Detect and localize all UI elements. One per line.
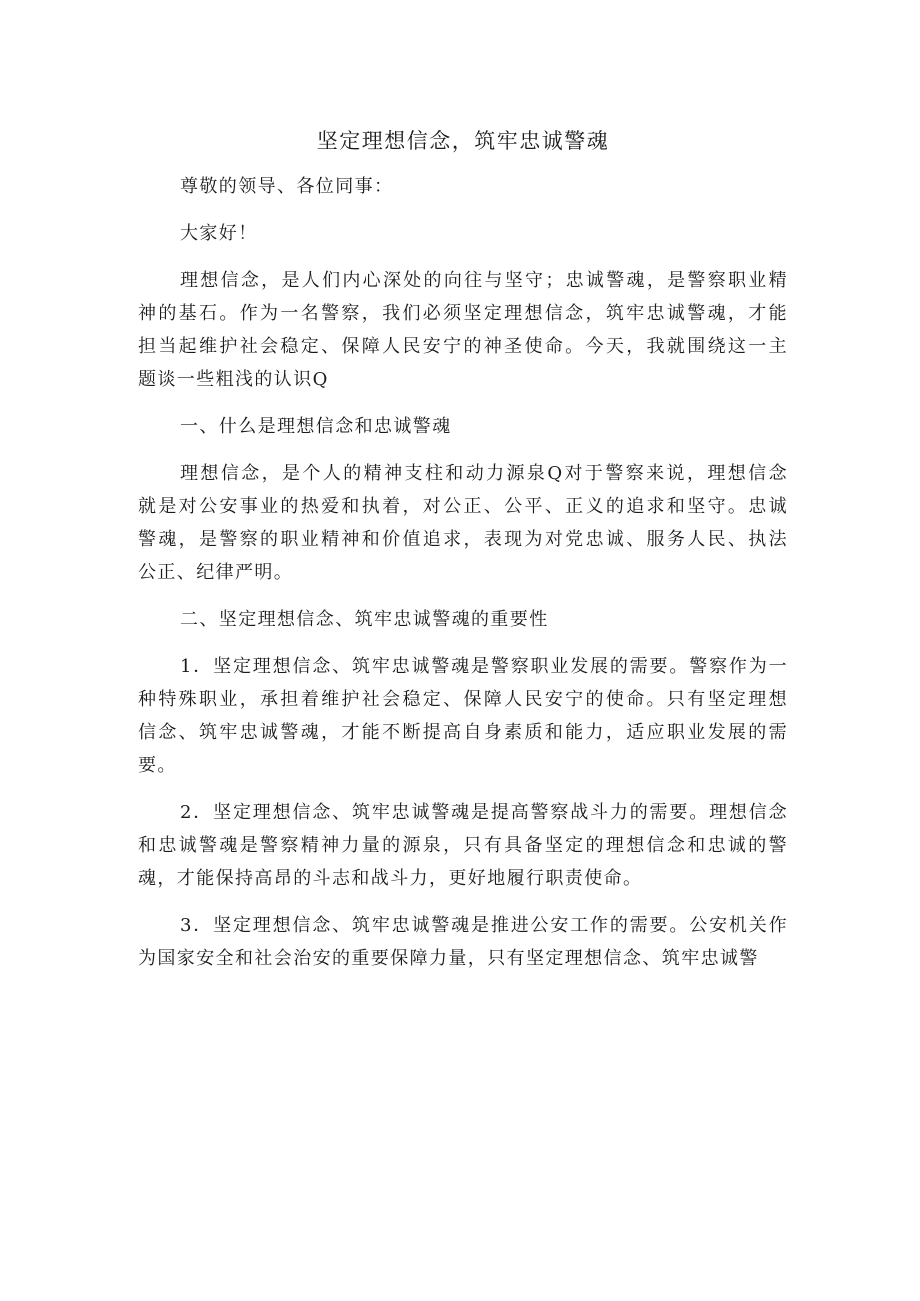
text-line: 一、什么是理想信念和忠诚警魂 [180,416,452,437]
text-line: 大家好！ [180,223,258,244]
text-line: 二、坚定理想信念、筑牢忠诚警魂的重要性 [180,609,549,630]
paragraph [138,410,788,443]
paragraph [138,650,788,782]
document-title: 坚定理想信念，筑牢忠诚警魂 [316,129,610,153]
paragraph-list [138,170,788,975]
text-line: 3．坚定理想信念、筑牢忠诚警魂是推进公安工作的需要。公安机关作 [180,915,788,936]
document-body [138,124,788,989]
text-line: 警魂，是警察的职业精神和价值追求，表现为对党忠诚、服务人民、执法 [138,529,788,550]
text-line: 种特殊职业，承担着维护社会稳定、保障人民安宁的使命。只有坚定理想 [138,689,788,710]
text-line: 1．坚定理想信念、筑牢忠诚警魂是警察职业发展的需要。警察作为一 [180,656,788,677]
text-line: 为国家安全和社会治安的重要保障力量，只有坚定理想信念、筑牢忠诚警 [138,948,759,969]
text-line: 魂，才能保持高昂的斗志和战斗力，更好地履行职责使命。 [138,868,643,889]
text-line: 要。 [138,755,177,776]
text-line: 信念、筑牢忠诚警魂，才能不断提高自身素质和能力，适应职业发展的需 [138,722,788,743]
text-line: 题谈一些粗浅的认识Q [138,369,329,390]
paragraph [138,796,788,895]
paragraph [138,603,788,636]
text-line: 理想信念，是个人的精神支柱和动力源泉Q对于警察来说，理想信念 [180,463,788,484]
text-line: 和忠诚警魂是警察精神力量的源泉，只有具备坚定的理想信念和忠诚的警 [138,835,788,856]
text-line: 神的基石。作为一名警察，我们必须坚定理想信念，筑牢忠诚警魂，才能 [138,303,788,324]
paragraph [138,264,788,396]
text-line: 公正、纪律严明。 [138,562,294,583]
text-line: 理想信念，是人们内心深处的向往与坚守；忠诚警魂，是警察职业精 [180,270,788,291]
paragraph [138,170,788,203]
paragraph [138,909,788,975]
text-line: 就是对公安事业的热爱和执着，对公正、公平、正义的追求和坚守。忠诚 [138,496,788,517]
paragraph [138,457,788,589]
text-line: 担当起维护社会稳定、保障人民安宁的神圣使命。今天，我就围绕这一主 [138,336,788,357]
text-line: 2．坚定理想信念、筑牢忠诚警魂是提高警察战斗力的需要。理想信念 [180,802,788,823]
paragraph [138,217,788,250]
text-line: 尊敬的领导、各位同事： [180,176,394,197]
